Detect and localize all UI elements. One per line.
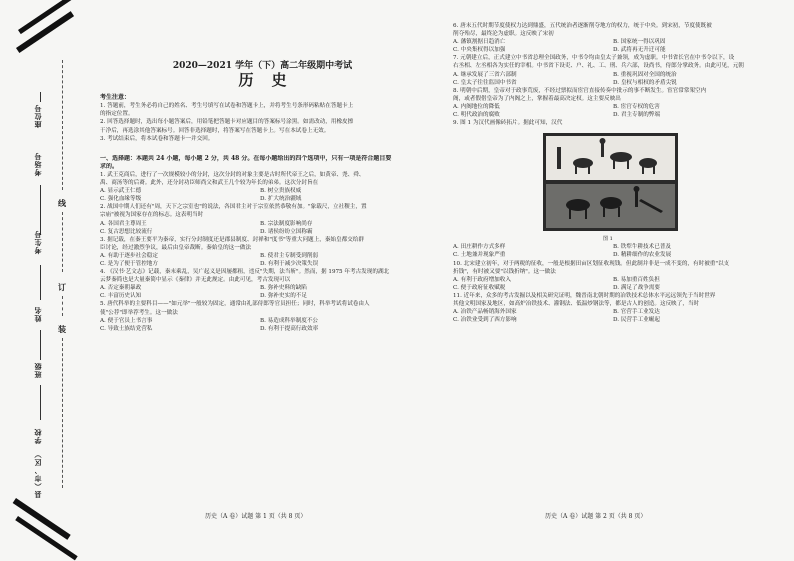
question-9 (453, 119, 778, 243)
option-a[interactable]: A. 内阁地位的降低 (453, 103, 500, 110)
question-line: 1. 武王克商后，进行了一次规模较小的分封，这次分封的对象主要是古时所代帝王之后，如黄帝、尧、舜、 (100, 171, 365, 178)
question-line: 臣讨论，经过激烈争议，最后由皇帝裁断。秦始皇的这一做法 (100, 244, 252, 251)
option-b[interactable]: B. 国家统一得以巩固 (613, 39, 666, 46)
question-line: 9. 图 1 为汉代画像砖拓片。据此可知，汉代 (453, 120, 563, 127)
question-line: 2. 战国中期人们还有"周，天下之宗室也"的说法，各国君主对于宗室依然恭敬有加。"象载尺，立社稷主，置 (100, 204, 367, 211)
option-b[interactable]: B. 重视巩固对全国的统治 (613, 71, 677, 78)
right-page (453, 22, 778, 324)
option-c[interactable]: C. 强化血缘等级 (100, 196, 142, 203)
notes-heading: 考生注意： (100, 94, 131, 102)
option-b[interactable]: B. 树立贵族权威 (260, 188, 302, 195)
left-page (100, 28, 425, 333)
option-c[interactable]: C. 复古思想比较流行 (100, 228, 153, 235)
question-line: 4. 《汉书·艺文志》记载，秦末乘乱，吴广起义是因屡都租，违反"失期，法当斩"。然而，据 1975 年考古发现的湖北 (100, 269, 390, 276)
option-d[interactable]: D. 扩大统治疆域 (260, 196, 302, 203)
option-b[interactable]: B. 官营手工业发达 (613, 309, 660, 316)
option-a[interactable]: A. 显示武王仁德 (100, 188, 142, 195)
option-d[interactable]: D. 精耕细作的农业发展 (613, 252, 672, 259)
option-d[interactable]: D. 君主专制的弊端 (613, 112, 660, 119)
question-7 (453, 54, 778, 86)
left-page-footer: 历史（A 卷）试题 第 1 页（共 8 页） (205, 513, 307, 520)
question-line: 5. 唐代科举的主要科目——"如元举"一般较为固定，通常由礼部侍郎等官员担任；同时，科举考试将试卷由人 (100, 301, 370, 308)
seal-dashed-line (62, 212, 63, 272)
exam-title: 2020—2021 学年（下）高二年级期中考试 (172, 61, 353, 71)
note-line: 2. 回答选择题时，选出每小题答案后，用铅笔把答题卡对应题目的答案标号涂黑。如需改动，用橡皮擦 (100, 119, 354, 126)
option-b[interactable]: B. 易造成科举制度不公 (260, 317, 319, 324)
option-c[interactable]: C. 土地兼并现象严重 (453, 252, 506, 259)
question-11 (453, 292, 778, 324)
option-d[interactable]: D. 有利于提高行政效率 (260, 325, 319, 332)
note-line: 干净后，再选涂其他答案标号。回答非选择题时，将答案写在答题卡上。写在本试卷上无效。 (100, 127, 330, 134)
right-page-footer: 历史（A 卷）试题 第 2 页（共 8 页） (545, 513, 647, 520)
fill-line (40, 185, 41, 235)
option-a[interactable]: A. 有助于逐步社会稳定 (100, 252, 158, 259)
question-5 (100, 300, 425, 332)
section-heading-cont: 求的。 (100, 162, 119, 170)
city-label: 县（市、区） (33, 450, 42, 498)
fill-line (40, 265, 41, 300)
question-line: 其他文明国家及地区，如高炉冶铁技术、灌钢法、低温炒钢法等，都是古人的创造。这反映了，当时 (453, 300, 700, 307)
option-a[interactable]: A. 冶铁产品畅销海外国家 (453, 309, 517, 316)
question-line: 削夺殆尽，最终沦为虚职。这反映了宋初 (453, 31, 554, 38)
option-a[interactable]: A. 有利于政府增加收入 (453, 276, 511, 283)
option-d[interactable]: D. 皇权与相权的矛盾尖锐 (613, 79, 677, 86)
option-c[interactable]: C. 是为了便于管控地方 (100, 260, 158, 267)
binding-strip (0, 0, 92, 561)
seal-dashed-line (62, 338, 63, 488)
question-line: 云梦秦简也是大量秦简中显示《秦律》并无此规定。由此可见，考古发现可以 (100, 277, 291, 284)
question-3 (100, 236, 425, 268)
option-b[interactable]: B. 宦官专权的危害 (613, 103, 660, 110)
seal-line-mark: 线 (58, 198, 66, 208)
name-label: 姓名 (33, 306, 42, 322)
question-line: 11. 近年来，众多的考古发掘以及相关研究证明，魏晋南北朝时期的冶铁技术总体水平远远领先于当时世界 (453, 292, 716, 299)
option-d[interactable]: D. 民营手工业崛起 (613, 317, 660, 324)
section-heading: 一、选择题：本题共 24 小题，每小题 2 分，共 48 分。在每小题给出的四个选项中，只有一项是符合题目要 (100, 154, 392, 162)
question-line: 折钱"，有时被又要"以钱折纳"。这一做法 (453, 268, 556, 275)
option-b[interactable]: B. 弥补史料的缺陷 (260, 285, 307, 292)
question-4 (100, 268, 425, 300)
fill-line (40, 92, 41, 102)
question-6 (453, 22, 778, 54)
question-line: 8. 明朝中后期，皇帝对于政事荒废，不经过票拟而宦官直接传奏中批示的事不断发生。宦官常常架空内 (453, 87, 707, 94)
option-d[interactable]: D. 诸侯纷纷立国称霸 (260, 228, 313, 235)
option-c[interactable]: C. 中央集权得以加强 (453, 47, 506, 54)
seal-install-mark: 装 (58, 324, 66, 334)
option-a[interactable]: A. 各国君主尊周王 (100, 220, 147, 227)
option-a[interactable]: A. 便于官员上书言事 (100, 317, 153, 324)
option-d[interactable]: D. 弥补史实的不足 (260, 293, 307, 300)
question-line: 使"公荐"即举荐考生。这一做法 (100, 309, 178, 316)
option-d[interactable]: D. 有利于减少决策失误 (260, 260, 319, 267)
figure-caption: 图 1 (603, 236, 613, 243)
question-10 (453, 260, 778, 292)
question-9-options (453, 243, 778, 259)
question-line: 宗庙"被视为国家存在的标志。这表明当时 (100, 212, 204, 219)
option-c[interactable]: C. 导致士族结党营私 (100, 325, 153, 332)
option-c[interactable]: C. 丰富历史认知 (100, 293, 142, 300)
seal-bind-mark: 订 (58, 282, 66, 292)
student-no-label: 考生号 (33, 230, 42, 254)
option-a[interactable]: A. 继承发展了三省六部制 (453, 71, 517, 78)
option-c[interactable]: C. 便于政府征收赋税 (453, 284, 506, 291)
note-line: 1. 答题前，考生务必将自己的姓名、考生号填写在试卷和答题卡上，并将考生号条形码粘贴在答题卡上 (100, 103, 354, 110)
school-label: 学校 (33, 428, 42, 444)
note-line: 的指定位置。 (100, 111, 134, 118)
question-line: 6. 唐末五代时期节度使权力达到鼎盛，五代统治者逐渐削夺地方的权力，统于中央。到宋初，节度使既被 (453, 23, 712, 29)
option-d[interactable]: D. 满足了战争需要 (613, 284, 660, 291)
question-line: 右丞相、左丞相各为实任的宰相。中书省下设吏、户、礼、工、刑、兵六部，设尚书，侍郎分掌政务。由此可见，元朝 (453, 63, 744, 70)
option-b[interactable]: B. 铁犁牛耕技术已普及 (613, 244, 672, 251)
option-b[interactable]: B. 易加重百姓负担 (613, 276, 660, 283)
class-label: 班级 (33, 362, 42, 378)
option-a[interactable]: A. 藩镇割据日趋消亡 (453, 39, 506, 46)
seal-dashed-line (62, 296, 63, 316)
option-b[interactable]: B. 宗法制度影响尚存 (260, 220, 313, 227)
seal-dashed-line (62, 60, 63, 190)
question-line: 3. 据记载，在秦王要平为秦帝，实行分封制度还是郡县制度、封禅和"度书"等重大问题上，秦始皇都交给群 (100, 236, 364, 243)
option-a[interactable]: A. 否定秦朝暴政 (100, 285, 142, 292)
option-b[interactable]: B. 使君主专制受到削弱 (260, 252, 319, 259)
option-d[interactable]: D. 武将再无升迁可能 (613, 47, 666, 54)
question-line: 7. 元朝建立后，正式建立中书省总理全国政务，中书令均由皇太子兼领，成为虚职。中书省长官在中书令以下，设 (453, 55, 735, 62)
subject-title: 历史 (238, 71, 305, 90)
fill-line (40, 385, 41, 420)
question-line: 阁，或者假借皇帝为了内阁之上，掌握着最高决定权。这主要反映出 (453, 95, 621, 102)
option-c[interactable]: C. 皇太子往往监国中书省 (453, 79, 517, 86)
question-8 (453, 87, 778, 119)
han-brick-rubbing-figure (543, 133, 678, 231)
rubbing-image (543, 133, 678, 231)
option-c[interactable]: C. 冶铁业受到了西方影响 (453, 317, 517, 324)
question-line: 10. 北宋建立初年，对于两税的征收，一般是根据田亩区划征收现钱。但此制并非是一成不变的，有时被重"以支 (453, 260, 730, 267)
option-a[interactable]: A. 田庄耕作方式多样 (453, 244, 506, 251)
question-line: 禹、商汤等的后裔。此外，还分封功臣师尚父和武王几个较为年长的弟弟。这次分封旨在 (100, 180, 319, 187)
seat-no-label: 座位号 (33, 104, 42, 128)
question-1 (100, 171, 425, 203)
option-c[interactable]: C. 明代政治的腐败 (453, 112, 500, 119)
exam-no-label: 考场号 (33, 152, 42, 176)
note-line: 3. 考试结束后，将本试卷和答题卡一并交回。 (100, 135, 214, 142)
question-2 (100, 203, 425, 235)
fill-line (40, 330, 41, 360)
